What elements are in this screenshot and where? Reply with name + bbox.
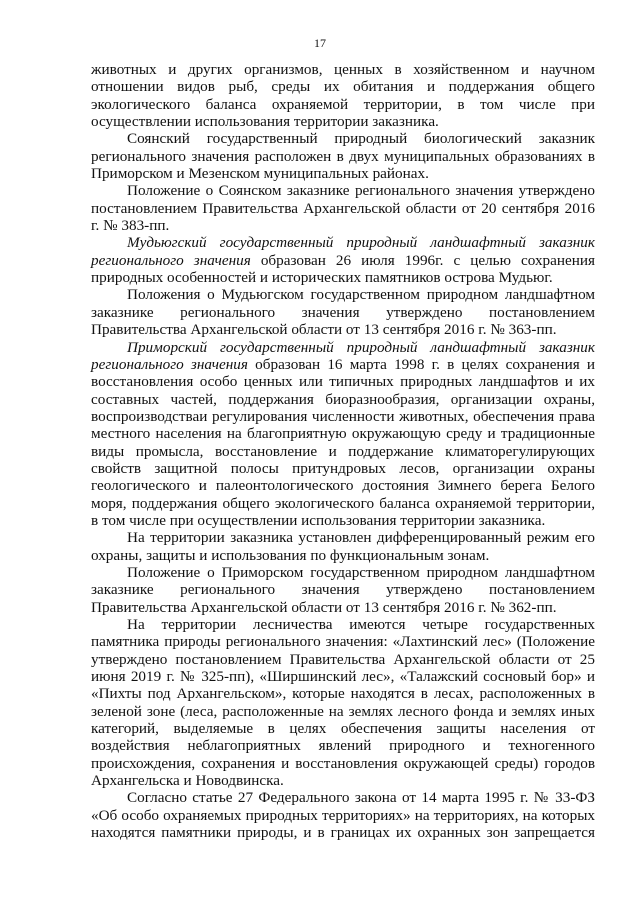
- paragraph: [91, 130, 595, 182]
- paragraph: [91, 234, 595, 286]
- paragraph: [91, 339, 595, 530]
- paragraph-text: образован 16 марта 1998 г. в целях сохранения и восстановления особо ценных или типичных природных ландшафтов и их составных частей, поддержания биоразнообразия, организации охраны, воспроизводстваи регулирования численности животных, обеспечения права местного населения на благоприятную окружающую среду и традиционные виды промысла, восстановление и поддержание климаторегулирующих свойств защитной полосы притундровых лесов, организации охраны геологического и палеонтологического достояния Зимнего берега Белого моря, поддержания общего экологического баланса охраняемой территории, в том числе при осуществлении использования территории заказника.: [91, 355, 595, 529]
- paragraph-text: Положение о Приморском государственном природном ландшафтном заказнике регионального значения утверждено постановлением Правительства Архангельской области от 13 сентября 2016 г. № 362-пп.: [91, 563, 595, 616]
- paragraph: [91, 616, 595, 789]
- paragraph-text: На территории заказника установлен дифференцированный режим его охраны, защиты и использования по функциональным зонам.: [91, 529, 595, 564]
- page-number: 17: [314, 36, 326, 50]
- document-body: [91, 61, 595, 841]
- paragraph: [91, 286, 595, 338]
- paragraph-text: образован 26 июля 1996г. с целью сохранения природных особенностей и исторических памятников острова Мудьюг.: [91, 251, 595, 287]
- paragraph-text: Положения о Мудьюгском государственном природном ландшафтном заказнике регионального значения утверждено постановлением Правительства Архангельской области от 13 сентября 2016 г. № 363-пп.: [91, 286, 595, 339]
- paragraph-text: На территории лесничества имеются четыре государственных памятника природы регионального значения: «Лахтинский лес» (Положение утверждено постановлением Правительства Архангельской области от 25 июня 2019 г. № 325-пп), «Ширшинский лес», «Талажский сосновый бор» и «Пихты под Архангельском», которые находятся в лесах, расположенных в зеленой зоне (леса, расположенные на землях лесного фонда и землях иных категорий, выделяемые в целях обеспечения защиты населения от воздействия неблагоприятных явлений природного и техногенного происхождения, сохранения и восстановления окружающей среды) городов Архангельска и Новодвинска.: [91, 616, 595, 790]
- reserve-name-italic: Приморский государственный природный ландшафтный заказник регионального значения: [91, 338, 595, 373]
- paragraph: [91, 789, 595, 841]
- paragraph: [91, 61, 595, 130]
- reserve-name-italic: Мудьюгский государственный природный ландшафтный заказник регионального значения: [91, 234, 595, 269]
- paragraph-text: Положение о Соянском заказнике регионального значения утверждено постановлением Правительства Архангельской области от 20 сентября 2016 г. № 383-пп.: [91, 182, 595, 235]
- paragraph: [91, 182, 595, 234]
- paragraph-text: Согласно статье 27 Федерального закона от 14 марта 1995 г. № 33-ФЗ «Об особо охраняемых природных территориях» на территориях, на которых находятся памятники природы, и в границах их охранных зон запрещается: [91, 789, 595, 842]
- paragraph: [91, 529, 595, 564]
- paragraph: [91, 564, 595, 616]
- paragraph-text: Соянский государственный природный биологический заказник регионального значения расположен в двух муниципальных образованиях в Приморском и Мезенском муниципальных районах.: [91, 130, 595, 183]
- paragraph-text: животных и других организмов, ценных в хозяйственном и научном отношении видов рыб, среды их обитания и поддержания общего экологического баланса охраняемой территории, в том числе при осуществлении использования территории заказника.: [91, 61, 595, 131]
